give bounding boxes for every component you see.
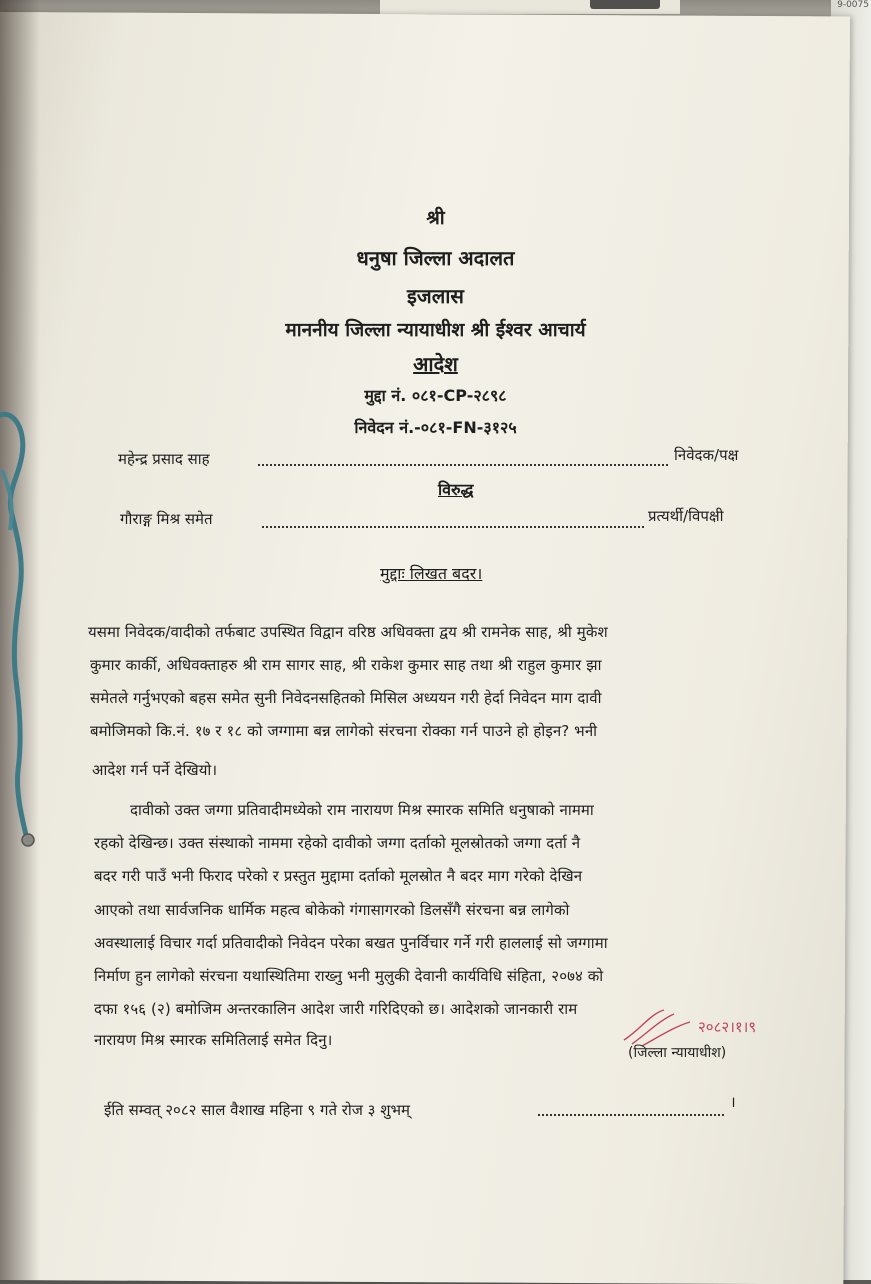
- paragraph2-line: अवस्थालाई विचार गर्दा प्रतिवादीको निवेदन परेका बखत पुनर्विचार गर्ने गरी हाललाई सो जग्गामा: [94, 934, 608, 952]
- versus-label: विरुद्ध: [438, 480, 474, 499]
- honorific: श्री: [426, 207, 445, 229]
- paragraph2-line: निर्माण हुन लागेको संरचना यथास्थितिमा राख्नु भनी मुलुकी देवानी कार्यविधि संहिता, २०७४ को: [94, 967, 604, 985]
- paragraph1-line: आदेश गर्न पर्ने देखियो।: [92, 761, 218, 779]
- paragraph2-line: रहको देखिन्छ। उक्त संस्थाको नाममा रहेको दावीको जग्गा दर्ताको मूलस्रोतको जग्गा दर्ता नै: [94, 834, 581, 852]
- judge-name: माननीय जिल्ला न्यायाधीश श्री ईश्वर आचार्य: [285, 319, 586, 341]
- case-number: मुद्दा नं. ०८१-CP-२८९८: [364, 386, 507, 405]
- respondent-role: प्रत्यर्थी/विपक्षी: [648, 507, 724, 525]
- paragraph2-line: दावीको उक्त जग्गा प्रतिवादीमध्येको राम नारायण मिश्र स्मारक समिति धनुषाको नाममा: [130, 801, 594, 819]
- court-name: धनुषा जिल्ला अदालत: [356, 246, 515, 270]
- paragraph1-line: बमोजिमको कि.नं. १७ र १८ को जग्गामा बन्न लागेको संरचना रोक्का गर्न पाउने हो होइन? भनी: [90, 722, 598, 740]
- document-page: [0, 12, 850, 1284]
- paragraph2-line: बदर गरी पाउँ भनी फिराद परेको र प्रस्तुत मुद्दामा दर्ताको मूलस्रोत नै बदर माग गरेको देखिन: [94, 867, 583, 885]
- underlying-sheet-ink: [590, 0, 660, 9]
- footer-leader: [538, 1114, 724, 1116]
- signature-date: २०८२।१।९: [698, 1018, 757, 1036]
- paragraph1-line: यसमा निवेदक/वादीको तर्फबाट उपस्थित विद्वान वरिष्ठ अधिवक्ता द्वय श्री रामनेक साह, श्री मुकेश: [88, 623, 608, 641]
- paragraph1-line: कुमार कार्की, अधिवक्ताहरु श्री राम सागर साह, श्री राकेश कुमार साह तथा श्री राहुल कुमार झा: [90, 656, 602, 674]
- petitioner-leader: [258, 464, 668, 466]
- footer-end-mark: ।: [730, 1093, 736, 1111]
- paragraph2-line: दफा १५६ (२) बमोजिम अन्तरकालिन आदेश जारी गरिदिएको छ। आदेशको जानकारी राम: [94, 1000, 578, 1018]
- bench-label: इजलास: [407, 284, 464, 308]
- respondent-name: गौराङ्ग मिश्र समेत: [120, 510, 213, 528]
- document-title: आदेश: [413, 352, 458, 376]
- paragraph2-line: आएको तथा सार्वजनिक धार्मिक महत्व बोकेको गंगासागरको डिलसँगै संरचना बन्न लागेको: [94, 901, 570, 919]
- binding-string: [0, 410, 40, 850]
- petitioner-name: महेन्द्र प्रसाद साह: [118, 450, 210, 468]
- petition-number: निवेदन नं.-०८१-FN-३१२५: [354, 418, 517, 437]
- footer-date-line: ईति सम्वत् २०८२ साल वैशाख महिना ९ गते रोज ३ शुभम्: [104, 1101, 410, 1119]
- signatory-title: (जिल्ला न्यायाधीश): [628, 1045, 727, 1061]
- case-subject: मुद्दाः लिखत बदर।: [380, 564, 483, 583]
- corner-label: 9-0075: [837, 0, 869, 10]
- petitioner-role: निवेदक/पक्ष: [674, 446, 739, 464]
- respondent-leader: [262, 526, 644, 528]
- paragraph2-line: नारायण मिश्र स्मारक समितिलाई समेत दिनु।: [94, 1031, 333, 1049]
- paragraph1-line: समेतले गर्नुभएको बहस समेत सुनी निवेदनसहितको मिसिल अध्ययन गरी हेर्दा निवेदन माग दावी: [90, 689, 602, 707]
